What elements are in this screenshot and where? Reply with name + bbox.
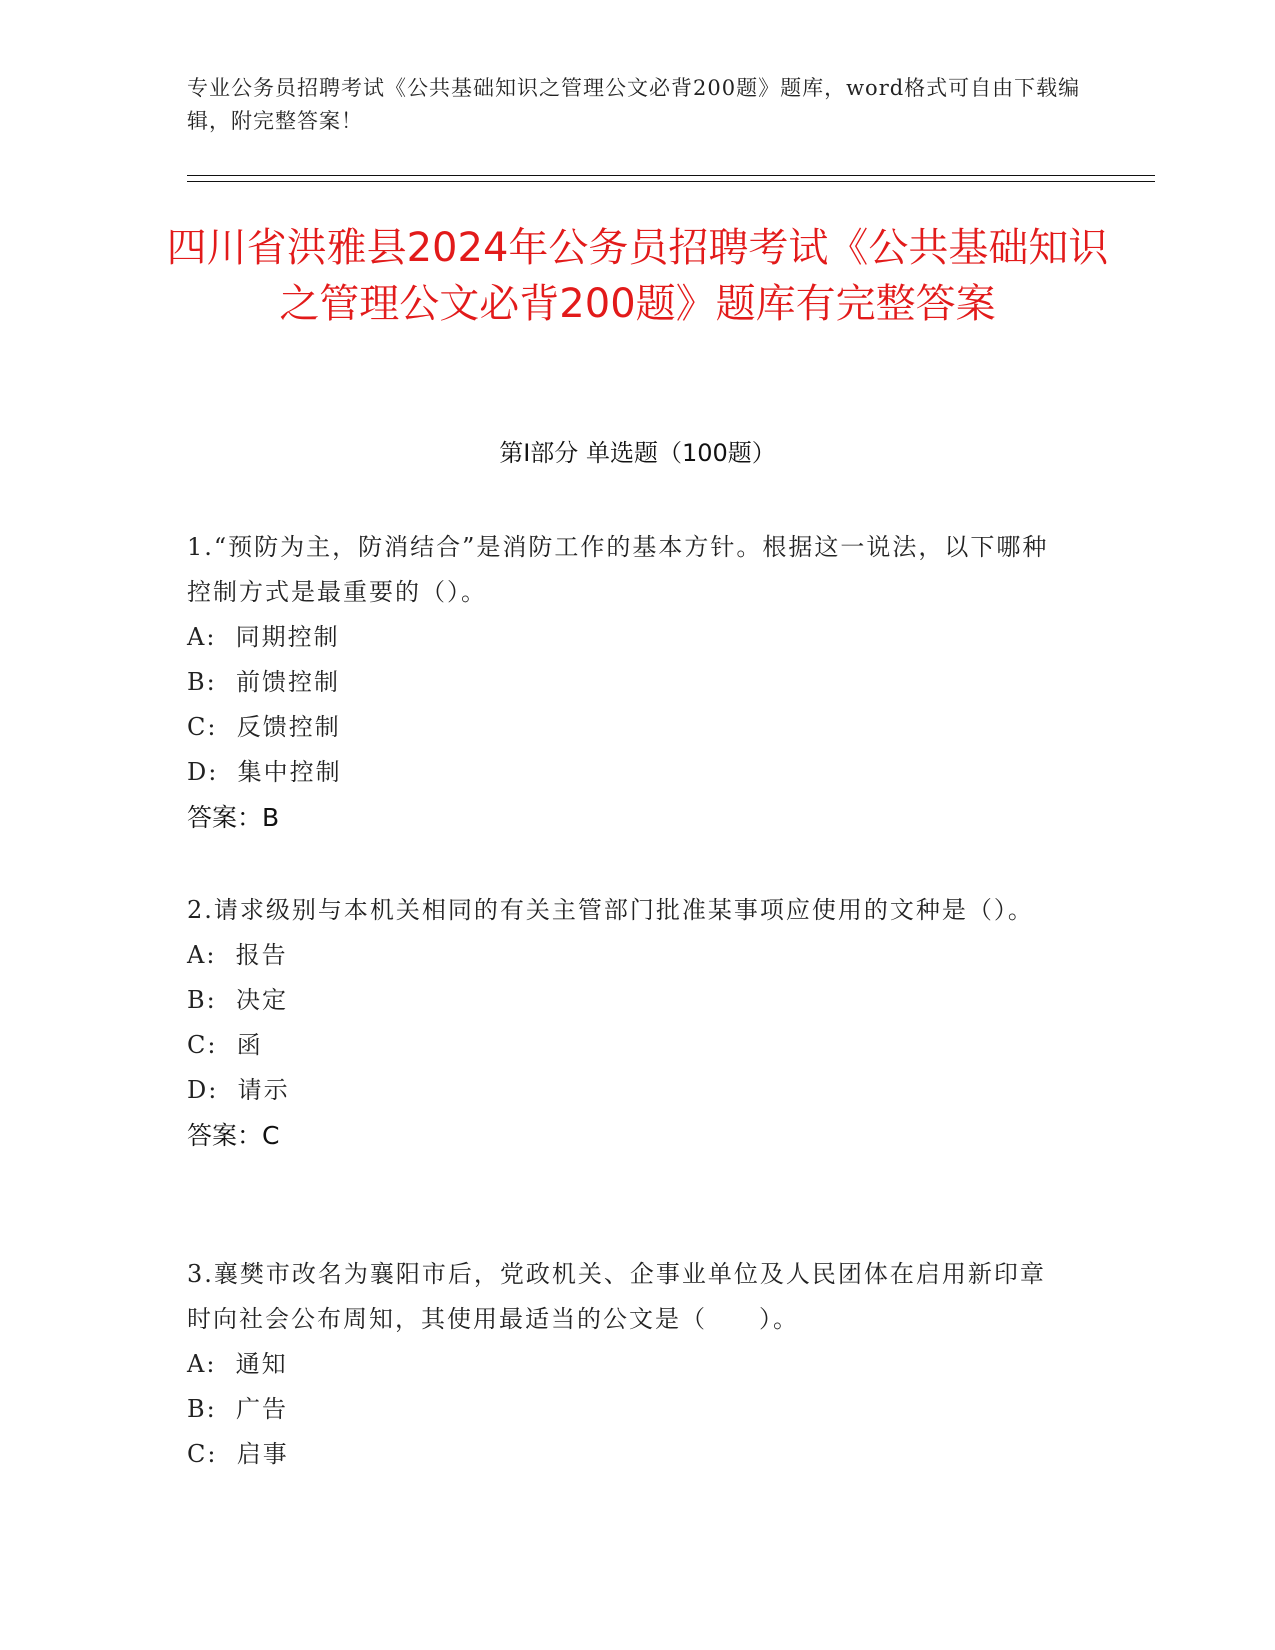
option-c: C: 启事 xyxy=(187,1440,289,1468)
section-title: 第Ⅰ部分 单选题（100题） xyxy=(499,439,776,467)
question-2 xyxy=(187,888,1067,1158)
question-stem: 1.“预防为主，防消结合”是消防工作的基本方针。根据这一说法，以下哪种控制方式是最重要的（）。 xyxy=(187,533,1049,606)
option-c: C: 反馈控制 xyxy=(187,713,341,741)
header-note: 专业公务员招聘考试《公共基础知识之管理公文必背200题》题库，word格式可自由下载编辑，附完整答案！ xyxy=(187,76,1081,133)
question-stem: 3.襄樊市改名为襄阳市后，党政机关、企事业单位及人民团体在启用新印章时向社会公布周知，其使用最适当的公文是（ ）。 xyxy=(187,1260,1046,1333)
option-d: D: 请示 xyxy=(187,1076,290,1104)
option-b: B: 前馈控制 xyxy=(187,668,340,696)
option-c: C: 函 xyxy=(187,1031,263,1059)
header-divider-bottom xyxy=(187,181,1155,182)
answer: 答案：B xyxy=(187,803,280,832)
question-stem: 2.请求级别与本机关相同的有关主管部门批准某事项应使用的文种是（）。 xyxy=(187,896,1034,924)
question-1 xyxy=(187,525,1067,840)
option-a: A: 同期控制 xyxy=(187,623,340,651)
question-3 xyxy=(187,1252,1067,1477)
option-a: A: 报告 xyxy=(187,941,288,969)
option-a: A: 通知 xyxy=(187,1350,288,1378)
answer: 答案：C xyxy=(187,1121,280,1150)
document-title: 四川省洪雅县2024年公务员招聘考试《公共基础知识之管理公文必背200题》题库有完整答案 xyxy=(166,225,1109,327)
option-b: B: 广告 xyxy=(187,1395,288,1423)
header-divider-top xyxy=(187,175,1155,176)
option-d: D: 集中控制 xyxy=(187,758,342,786)
option-b: B: 决定 xyxy=(187,986,288,1014)
